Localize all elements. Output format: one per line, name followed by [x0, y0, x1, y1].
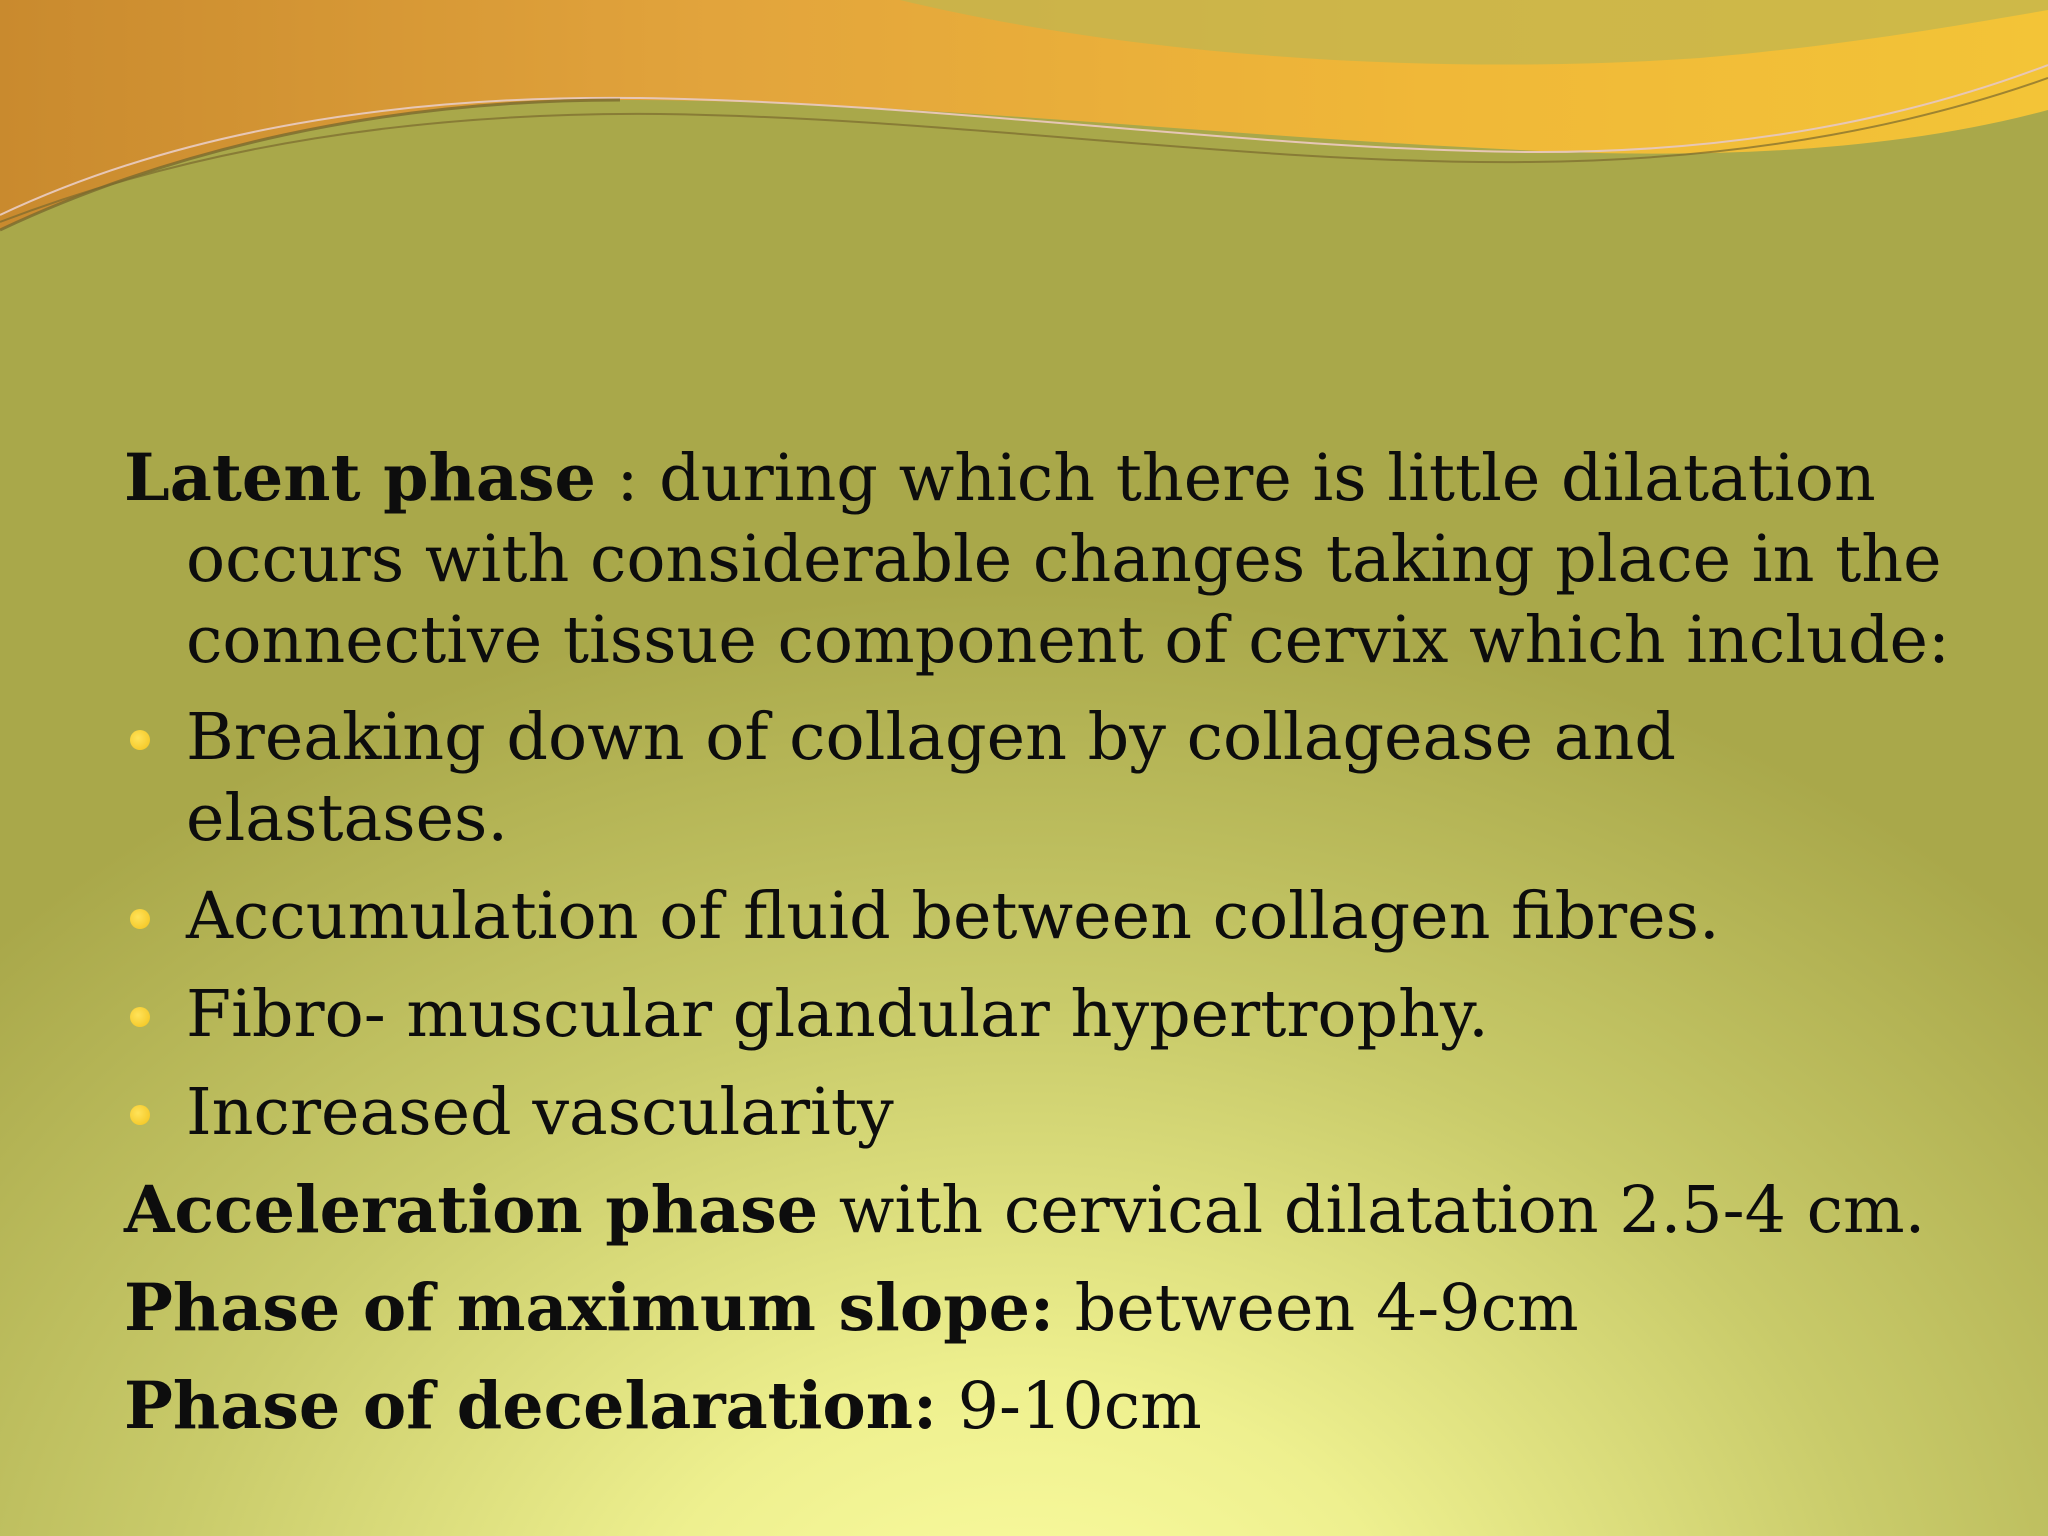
bullet-dot-icon	[130, 730, 150, 750]
maximum-slope-term: Phase of maximum slope:	[124, 1270, 1054, 1346]
cervical-changes-list	[124, 697, 2004, 1153]
acceleration-phase-description: with cervical dilatation 2.5-4 cm.	[818, 1173, 1926, 1248]
list-item	[124, 876, 2004, 957]
deceleration-term: Phase of decelaration:	[124, 1368, 938, 1444]
list-item	[124, 1072, 2004, 1153]
acceleration-phase-term: Acceleration phase	[124, 1172, 819, 1248]
maximum-slope-description: between 4-9cm	[1054, 1271, 1579, 1346]
list-item	[124, 697, 2004, 859]
bullet-dot-icon	[130, 1105, 150, 1125]
maximum-slope-paragraph	[124, 1268, 2004, 1349]
list-item-text: Accumulation of fluid between collagen fibres.	[186, 879, 1720, 954]
latent-phase-paragraph	[124, 438, 2004, 681]
header-wave-decoration	[0, 0, 2048, 260]
deceleration-description: 9-10cm	[937, 1369, 1202, 1444]
acceleration-phase-paragraph	[124, 1170, 2004, 1251]
latent-phase-description: : during which there is little dilatation occurs with considerable changes taking place in the connective tissue component of cervix which include:	[186, 441, 1950, 678]
list-item-text: Breaking down of collagen by collagease and elastases.	[186, 700, 1676, 856]
list-item	[124, 974, 2004, 1055]
slide-body	[124, 438, 2004, 1464]
latent-phase-term: Latent phase	[124, 440, 596, 516]
deceleration-paragraph	[124, 1366, 2004, 1447]
bullet-dot-icon	[130, 1007, 150, 1027]
list-item-text: Increased vascularity	[186, 1075, 894, 1150]
list-item-text: Fibro- muscular glandular hypertrophy.	[186, 977, 1489, 1052]
bullet-dot-icon	[130, 909, 150, 929]
